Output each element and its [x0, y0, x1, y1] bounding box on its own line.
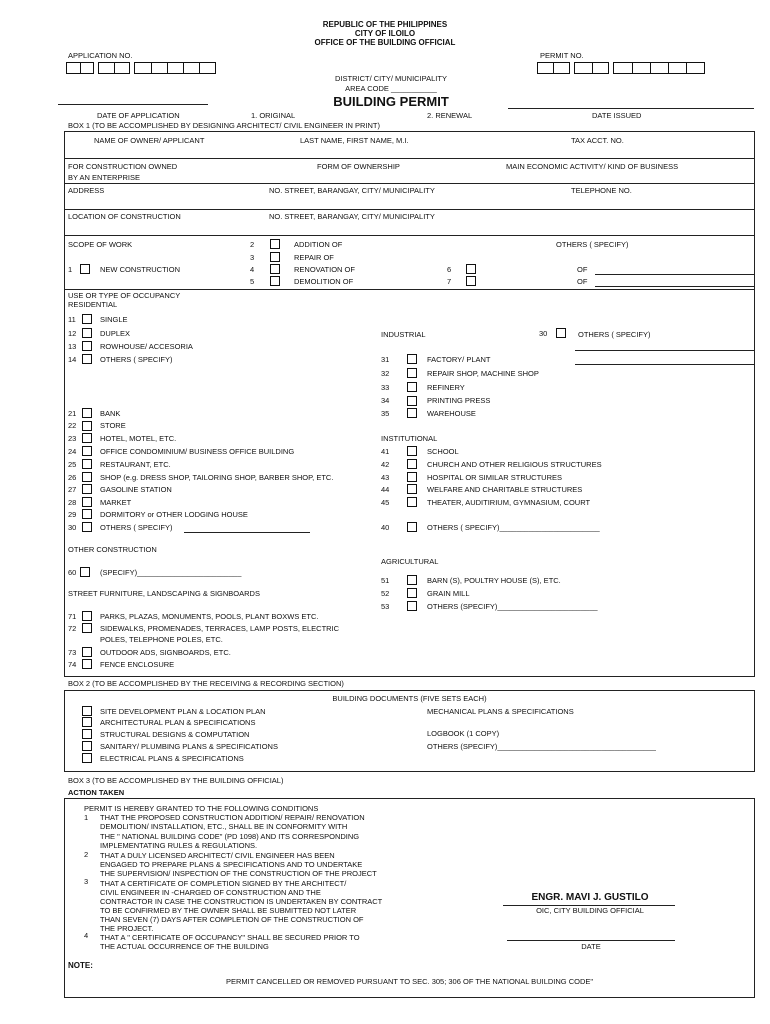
application-no-label: APPLICATION NO. [68, 51, 133, 60]
item-number: 51 [381, 576, 390, 585]
item-number: 53 [381, 602, 390, 611]
header-office: OFFICE OF THE BUILDING OFFICIAL [314, 38, 456, 47]
item-number: 12 [68, 329, 77, 338]
item-label: PARKS, PLAZAS, MONUMENTS, POOLS, PLANT BOXWS ETC. [100, 612, 319, 621]
checkbox-repair[interactable] [270, 252, 280, 262]
item-label: ROWHOUSE/ ACCESORIA [100, 342, 193, 351]
specify-line [575, 364, 755, 365]
item-label: REPAIR SHOP, MACHINE SHOP [427, 369, 539, 378]
condition-text: THE ACTUAL OCCURRENCE OF THE BUILDING [100, 942, 269, 951]
item-label: OTHERS ( SPECIFY)________________________ [427, 523, 600, 532]
checkbox-hotel[interactable] [82, 433, 92, 443]
item-number: 52 [381, 589, 390, 598]
condition-number: 1 [84, 813, 89, 822]
item-label: SIDEWALKS, PROMENADES, TERRACES, LAMP POSTS, ELECTRIC [100, 624, 340, 633]
item-number: 41 [381, 447, 390, 456]
checkbox-new-construction[interactable] [80, 264, 90, 274]
conditions-intro: PERMIT IS HEREBY GRANTED TO THE FOLLOWING CONDITIONS [84, 804, 319, 813]
doc-label: SITE DEVELOPMENT PLAN & LOCATION PLAN [100, 707, 266, 716]
row-divider [64, 209, 755, 210]
scope-number: 5 [250, 277, 255, 286]
tax-acct-label: TAX ACCT. NO. [571, 136, 624, 145]
item-number: 24 [68, 447, 77, 456]
institutional-label: INSTITUTIONAL [381, 434, 438, 443]
item-number: 28 [68, 498, 77, 507]
item-label: WELFARE AND CHARITABLE STRUCTURES [427, 485, 583, 494]
checkbox-rowhouse[interactable] [82, 341, 92, 351]
specify-line [184, 532, 310, 533]
item-number: 74 [68, 660, 77, 669]
item-number: 72 [68, 624, 77, 633]
checkbox-site-plan[interactable] [82, 706, 92, 716]
condition-text: THE " NATIONAL BUILDING CODE" (PD 1098) AND ITS CORRESPONDING [100, 832, 360, 841]
application-no-field-3[interactable] [134, 62, 216, 74]
date-of-application-label: DATE OF APPLICATION [97, 111, 180, 120]
checkbox-others-6[interactable] [466, 264, 476, 274]
item-number: 71 [68, 612, 77, 621]
item-number: 30 [68, 523, 77, 532]
renewal-label: 2. RENEWAL [427, 111, 473, 120]
checkbox-institutional-others[interactable] [407, 522, 417, 532]
item-number: 35 [381, 409, 390, 418]
box3-heading: BOX 3 (TO BE ACCOMPLISHED BY THE BUILDING OFFICIAL) [68, 776, 284, 785]
other-construction-label: OTHER CONSTRUCTION [68, 545, 157, 554]
item-number: 44 [381, 485, 390, 494]
item-number: 43 [381, 473, 390, 482]
others-7-line [595, 286, 755, 287]
condition-text: THAT A " CERTIFICATE OF OCCUPANCY" SHALL BE SECURED PRIOR TO [100, 933, 360, 942]
box1-heading: BOX 1 (TO BE ACCOMPLISHED BY DESIGNING ARCHITECT/ CIVIL ENGINEER IN PRINT) [68, 121, 381, 130]
checkbox-church[interactable] [407, 459, 417, 469]
box2-heading: BOX 2 (TO BE ACCOMPLISHED BY THE RECEIVING & RECORDING SECTION) [68, 679, 344, 688]
item-number: 25 [68, 460, 77, 469]
item-label: GRAIN MILL [427, 589, 470, 598]
checkbox-gasoline[interactable] [82, 484, 92, 494]
demolition-label: DEMOLITION OF [294, 277, 354, 286]
telephone-label: TELEPHONE NO. [571, 186, 632, 195]
district-label: DISTRICT/ CITY/ MUNICIPALITY [335, 74, 447, 83]
item-label: THEATER, AUDITIRIUM, GYMNASIUM, COURT [427, 498, 591, 507]
item-label: SINGLE [100, 315, 128, 324]
item-label: DORMITORY or OTHER LODGING HOUSE [100, 510, 248, 519]
date-issued-line [508, 108, 754, 109]
item-label: SHOP (e.g. DRESS SHOP, TAILORING SHOP, BARBER SHOP, ETC. [100, 473, 334, 482]
scope-number: 2 [250, 240, 255, 249]
row-divider [64, 158, 755, 159]
checkbox-warehouse[interactable] [407, 408, 417, 418]
item-number: 60 [68, 568, 77, 577]
checkbox-others-7[interactable] [466, 276, 476, 286]
checkbox-restaurant[interactable] [82, 459, 92, 469]
item-number: 33 [381, 383, 390, 392]
condition-text: THAT A CERTIFICATE OF COMPLETION SIGNED BY THE ARCHITECT/ [100, 879, 347, 888]
item-label: PRINTING PRESS [427, 396, 491, 405]
for-construction-label: FOR CONSTRUCTION OWNED [68, 162, 178, 171]
location-label: LOCATION OF CONSTRUCTION [68, 212, 181, 221]
item-label: GASOLINE STATION [100, 485, 172, 494]
permit-no-label: PERMIT NO. [540, 51, 584, 60]
checkbox-duplex[interactable] [82, 328, 92, 338]
doc-label: MECHANICAL PLANS & SPECIFICATIONS [427, 707, 574, 716]
checkbox-renovation[interactable] [270, 264, 280, 274]
doc-label: ELECTRICAL PLANS & SPECIFICATIONS [100, 754, 244, 763]
item-number: 27 [68, 485, 77, 494]
checkbox-shop[interactable] [82, 472, 92, 482]
checkbox-single[interactable] [82, 314, 92, 324]
checkbox-outdoor-ads[interactable] [82, 647, 92, 657]
item-number: 13 [68, 342, 77, 351]
item-label: CHURCH AND OTHER RELIGIOUS STRUCTURES [427, 460, 602, 469]
checkbox-agricultural-others[interactable] [407, 601, 417, 611]
address-format: NO. STREET, BARANGAY, CITY/ MUNICIPALITY [269, 186, 435, 195]
scope-others-label: OTHERS ( SPECIFY) [556, 240, 629, 249]
condition-text: ENGAGED TO PREPARE PLANS & SPECIFICATIONS AND TO UNDERTAKE [100, 860, 363, 869]
checkbox-repair-shop[interactable] [407, 368, 417, 378]
item-label: BANK [100, 409, 121, 418]
checkbox-addition[interactable] [270, 239, 280, 249]
occupancy-label: USE OR TYPE OF OCCUPANCY [68, 291, 181, 300]
by-enterprise-label: BY AN ENTERPRISE [68, 173, 140, 182]
item-number: 11 [68, 315, 76, 324]
checkbox-sidewalks[interactable] [82, 623, 92, 633]
checkbox-market[interactable] [82, 497, 92, 507]
form-ownership-label: FORM OF OWNERSHIP [317, 162, 400, 171]
checkbox-residential-others[interactable] [82, 354, 92, 364]
condition-text: CONTRACTOR IN CASE THE CONSTRUCTION IS UNDERTAKEN BY CONTRACT [100, 897, 383, 906]
checkbox-school[interactable] [407, 446, 417, 456]
checkbox-commercial-others[interactable] [82, 522, 92, 532]
renovation-label: RENOVATION OF [294, 265, 355, 274]
item-label: OUTDOOR ADS, SIGNBOARDS, ETC. [100, 648, 231, 657]
item-number: 31 [381, 355, 390, 364]
row-divider [64, 235, 755, 236]
checkbox-store[interactable] [82, 421, 92, 431]
item-label: DUPLEX [100, 329, 131, 338]
item-number: 23 [68, 434, 77, 443]
address-label: ADDRESS [68, 186, 105, 195]
condition-text: IMPLEMENTATING RULES & REGULATIONS. [100, 841, 258, 850]
checkbox-dormitory[interactable] [82, 509, 92, 519]
doc-label: ARCHITECTURAL PLAN & SPECIFICATIONS [100, 718, 256, 727]
of-label: OF [577, 277, 588, 286]
residential-label: RESIDENTIAL [68, 300, 118, 309]
item-label: REFINERY [427, 383, 465, 392]
cancellation-note: PERMIT CANCELLED OR REMOVED PURSUANT TO SEC. 305; 306 OF THE NATIONAL BUILDING CODE" [225, 977, 594, 986]
condition-number: 2 [84, 850, 89, 859]
item-label: OTHERS ( SPECIFY) [100, 523, 173, 532]
specify-line [575, 350, 755, 351]
official-name: ENGR. MAVI J. GUSTILO [531, 892, 649, 903]
checkbox-fence[interactable] [82, 659, 92, 669]
condition-text: THE PROJECT. [100, 924, 154, 933]
condition-text: THAN SEVEN (7) DAYS AFTER COMPLETION OF THE CONSTRUCTION OF [100, 915, 364, 924]
checkbox-structural[interactable] [82, 729, 92, 739]
location-format: NO. STREET, BARANGAY, CITY/ MUNICIPALITY [269, 212, 435, 221]
permit-no-field-3[interactable] [613, 62, 705, 74]
checkbox-welfare[interactable] [407, 484, 417, 494]
item-label: FACTORY/ PLANT [427, 355, 491, 364]
item-label: RESTAURANT, ETC. [100, 460, 171, 469]
condition-number: 3 [84, 877, 89, 886]
application-no-field-1[interactable] [66, 62, 94, 74]
item-number: 32 [381, 369, 390, 378]
doc-label: SANITARY/ PLUMBING PLANS & SPECIFICATIONS [100, 742, 278, 751]
item-label: FENCE ENCLOSURE [100, 660, 175, 669]
date-issued-label: DATE ISSUED [592, 111, 642, 120]
checkbox-bank[interactable] [82, 408, 92, 418]
item-label: BARN (S), POULTRY HOUSE (S), ETC. [427, 576, 561, 585]
checkbox-hospital[interactable] [407, 472, 417, 482]
date-of-application-line [58, 104, 208, 105]
repair-label: REPAIR OF [294, 253, 334, 262]
date-label: DATE [581, 942, 601, 951]
item-label: POLES, TELEPHONE POLES, ETC. [100, 635, 223, 644]
of-label: OF [577, 265, 588, 274]
page-title: BUILDING PERMIT [333, 94, 449, 109]
condition-text: THAT A DULY LICENSED ARCHITECT/ CIVIL ENGINEER HAS BEEN [100, 851, 335, 860]
condition-number: 4 [84, 931, 89, 940]
official-title: OIC, CITY BUILDING OFFICIAL [536, 906, 644, 915]
checkbox-electrical[interactable] [82, 753, 92, 763]
item-label: (SPECIFY)_________________________ [100, 568, 242, 577]
item-label: HOTEL, MOTEL, ETC. [100, 434, 177, 443]
checkbox-factory[interactable] [407, 354, 417, 364]
main-activity-label: MAIN ECONOMIC ACTIVITY/ KIND OF BUSINESS [506, 162, 679, 171]
row-divider [64, 183, 755, 184]
others-6-line [595, 274, 755, 275]
checkbox-theater[interactable] [407, 497, 417, 507]
item-number: 34 [381, 396, 390, 405]
item-number: 40 [381, 523, 390, 532]
addition-label: ADDITION OF [294, 240, 343, 249]
condition-text: THAT THE PROPOSED CONSTRUCTION ADDITION/ REPAIR/ RENOVATION [100, 813, 365, 822]
item-label: STORE [100, 421, 126, 430]
checkbox-refinery[interactable] [407, 382, 417, 392]
area-code-label: AREA CODE ___________ [345, 84, 437, 93]
scope-number: 4 [250, 265, 255, 274]
item-number: 42 [381, 460, 390, 469]
item-number: 29 [68, 510, 77, 519]
item-label: OTHERS ( SPECIFY) [100, 355, 173, 364]
checkbox-other-construction[interactable] [80, 567, 90, 577]
original-label: 1. ORIGINAL [251, 111, 296, 120]
row-divider [64, 289, 755, 290]
item-number: 73 [68, 648, 77, 657]
doc-label: OTHERS (SPECIFY)______________________________________ [427, 742, 656, 751]
building-documents-label: BUILDING DOCUMENTS (FIVE SETS EACH) [332, 694, 487, 703]
application-no-field-2[interactable] [98, 62, 130, 74]
item-label: OTHERS (SPECIFY)________________________ [427, 602, 598, 611]
checkbox-sanitary[interactable] [82, 741, 92, 751]
checkbox-architectural-plan[interactable] [82, 717, 92, 727]
item-label: MARKET [100, 498, 132, 507]
permit-no-field-2[interactable] [574, 62, 609, 74]
owner-name-format: LAST NAME, FIRST NAME, M.I. [300, 136, 409, 145]
item-label: OFFICE CONDOMINIUM/ BUSINESS OFFICE BUILDING [100, 447, 295, 456]
checkbox-grain-mill[interactable] [407, 588, 417, 598]
item-label: WAREHOUSE [427, 409, 476, 418]
permit-no-field-1[interactable] [537, 62, 570, 74]
date-line [507, 940, 675, 941]
condition-text: CIVIL ENGINEER IN -CHARGED OF CONSTRUCTION AND THE [100, 888, 321, 897]
condition-text: THE SUPERVISION/ INSPECTION OF THE CONSTRUCTION OF THE PROJECT [100, 869, 377, 878]
scope-number: 6 [447, 265, 452, 274]
checkbox-office[interactable] [82, 446, 92, 456]
doc-label: LOGBOOK (1 COPY) [427, 729, 500, 738]
industrial-label: INDUSTRIAL [381, 330, 426, 339]
condition-text: TO BE CONFIRMED BY THE OWNER SHALL BE SUBMITTED NOT LATER [100, 906, 357, 915]
checkbox-demolition[interactable] [270, 276, 280, 286]
item-number: 22 [68, 421, 77, 430]
item-label: SCHOOL [427, 447, 459, 456]
item-label: OTHERS ( SPECIFY) [578, 330, 651, 339]
new-construction-label: NEW CONSTRUCTION [100, 265, 180, 274]
agricultural-label: AGRICULTURAL [381, 557, 439, 566]
item-number: 14 [68, 355, 77, 364]
checkbox-industrial-others-top[interactable] [556, 328, 566, 338]
item-number: 30 [539, 329, 548, 338]
owner-label: NAME OF OWNER/ APPLICANT [94, 136, 205, 145]
checkbox-printing-press[interactable] [407, 396, 417, 406]
item-number: 45 [381, 498, 390, 507]
item-number: 26 [68, 473, 77, 482]
note-label: NOTE: [68, 961, 93, 970]
scope-number: 1 [68, 265, 73, 274]
doc-label: STRUCTURAL DESIGNS & COMPUTATION [100, 730, 250, 739]
header-city: CITY OF ILOILO [354, 29, 416, 38]
header-republic: REPUBLIC OF THE PHILIPPINES [322, 20, 448, 29]
scope-number: 7 [447, 277, 452, 286]
condition-text: DEMOLITION/ INSTALLATION, ETC., SHALL BE IN CONFORMITY WITH [100, 822, 348, 831]
street-furniture-label: STREET FURNITURE, LANDSCAPING & SIGNBOARDS [68, 589, 260, 598]
scope-label: SCOPE OF WORK [68, 240, 133, 249]
checkbox-barn[interactable] [407, 575, 417, 585]
item-number: 21 [68, 409, 77, 418]
checkbox-parks[interactable] [82, 611, 92, 621]
item-label: HOSPITAL OR SIMILAR STRUCTURES [427, 473, 563, 482]
action-taken-label: ACTION TAKEN [68, 788, 125, 797]
scope-number: 3 [250, 253, 255, 262]
